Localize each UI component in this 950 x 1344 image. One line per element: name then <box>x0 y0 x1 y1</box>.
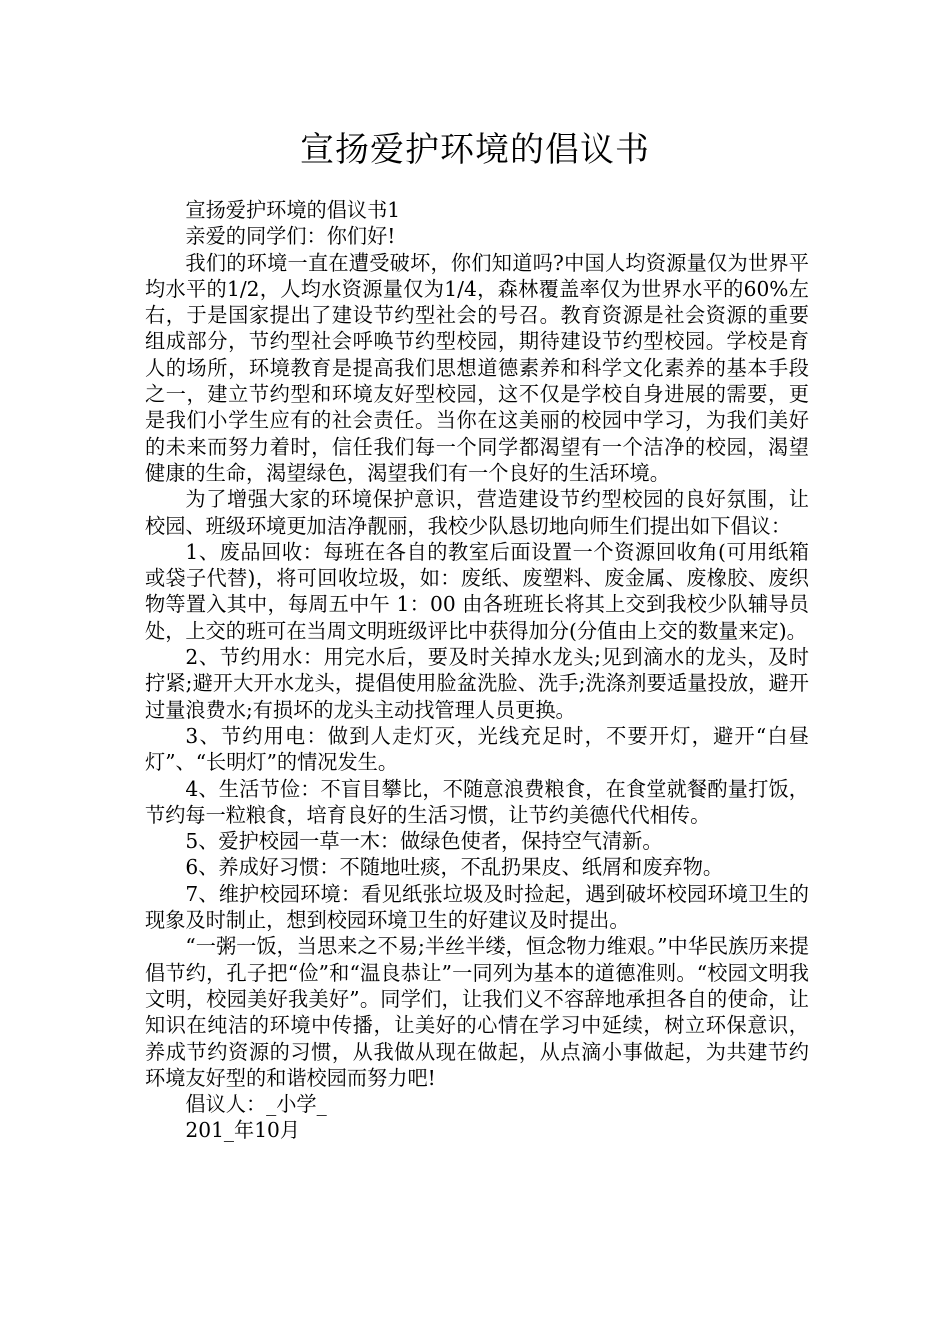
document-title: 宣扬爱护环境的倡议书 <box>300 130 650 170</box>
proposal-item-1: 1、废品回收：每班在各自的教室后面设置一个资源回收角(可用纸箱或袋子代替)，将可回收垃圾，如：废纸、废塑料、废金属、废橡胶、废织物等置入其中，每周五中午 1：00 由各班班长将其上交到我校少队辅导员处，上交的班可在当周文明班级评比中获得加分(分值由上交的数量来定)。 <box>145 539 809 643</box>
date-line: 201_年10月 <box>185 1118 301 1143</box>
paragraph-intro: 我们的环境一直在遭受破坏，你们知道吗?中国人均资源量仅为世界平均水平的1/2，人均水资源量仅为1/4，森林覆盖率仅为世界水平的60%左右，于是国家提出了建设节约型社会的号召。教育资源是社会资源的重要组成部分，节约型社会呼唤节约型校园，期待建设节约型校园。学校是育人的场所，环境教育是提高我们思想道德素养和科学文化素养的基本手段之一，建立节约型和环境友好型校园，这不仅是学校自身进展的需要，更是我们小学生应有的社会责任。当你在这美丽的校园中学习，为我们美好的未来而努力着时，信任我们每一个同学都渴望有一个洁净的校园，渴望健康的生命，渴望绿色，渴望我们有一个良好的生活环境。 <box>145 250 809 485</box>
salutation: 亲爱的同学们：你们好! <box>185 224 396 249</box>
proposal-item-7: 7、维护校园环境：看见纸张垃圾及时捡起，遇到破坏校园环境卫生的现象及时制止，想到校园环境卫生的好建议及时提出。 <box>145 881 809 933</box>
paragraph-proposal: 为了增强大家的环境保护意识，营造建设节约型校园的良好氛围，让校园、班级环境更加洁净靓丽，我校少队恳切地向师生们提出如下倡议： <box>145 487 809 538</box>
proposal-item-4: 4、生活节俭：不盲目攀比，不随意浪费粮食，在食堂就餐酌量打饭，节约每一粒粮食，培育良好的生活习惯，让节约美德代代相传。 <box>145 776 809 827</box>
proposal-item-5: 5、爱护校园一草一木：做绿色使者，保持空气清新。 <box>185 829 663 854</box>
proposal-item-3: 3、节约用电：做到人走灯灭，光线充足时，不要开灯，避开“白昼灯”、“长明灯”的情况发生。 <box>145 723 809 775</box>
document-body <box>145 197 809 1144</box>
proposal-item-2: 2、节约用水：用完水后，要及时关掉水龙头;见到滴水的龙头，及时拧紧;避开大开水龙头，提倡使用脸盆洗脸、洗手;洗涤剂要适量投放，避开过量浪费水;有损坏的龙头主动找管理人员更换。 <box>145 645 809 722</box>
paragraph-closing: “一粥一饭，当思来之不易;半丝半缕，恒念物力维艰。”中华民族历来提倡节约，孔子把“俭”和“温良恭让”一同列为基本的道德准则。“校园文明我文明，校园美好我美好”。同学们，让我们义不容辞地承担各自的使命，让知识在纯洁的环境中传播，让美好的心情在学习中延续，树立环保意识，养成节约资源的习惯，从我做从现在做起，从点滴小事做起，为共建节约环境友好型的和谐校园而努力吧! <box>145 934 809 1090</box>
proposal-item-6: 6、养成好习惯：不随地吐痰，不乱扔果皮、纸屑和废弃物。 <box>185 855 724 880</box>
signature-line: 倡议人：_小学_ <box>185 1092 327 1117</box>
subtitle-line: 宣扬爱护环境的倡议书1 <box>185 198 401 222</box>
